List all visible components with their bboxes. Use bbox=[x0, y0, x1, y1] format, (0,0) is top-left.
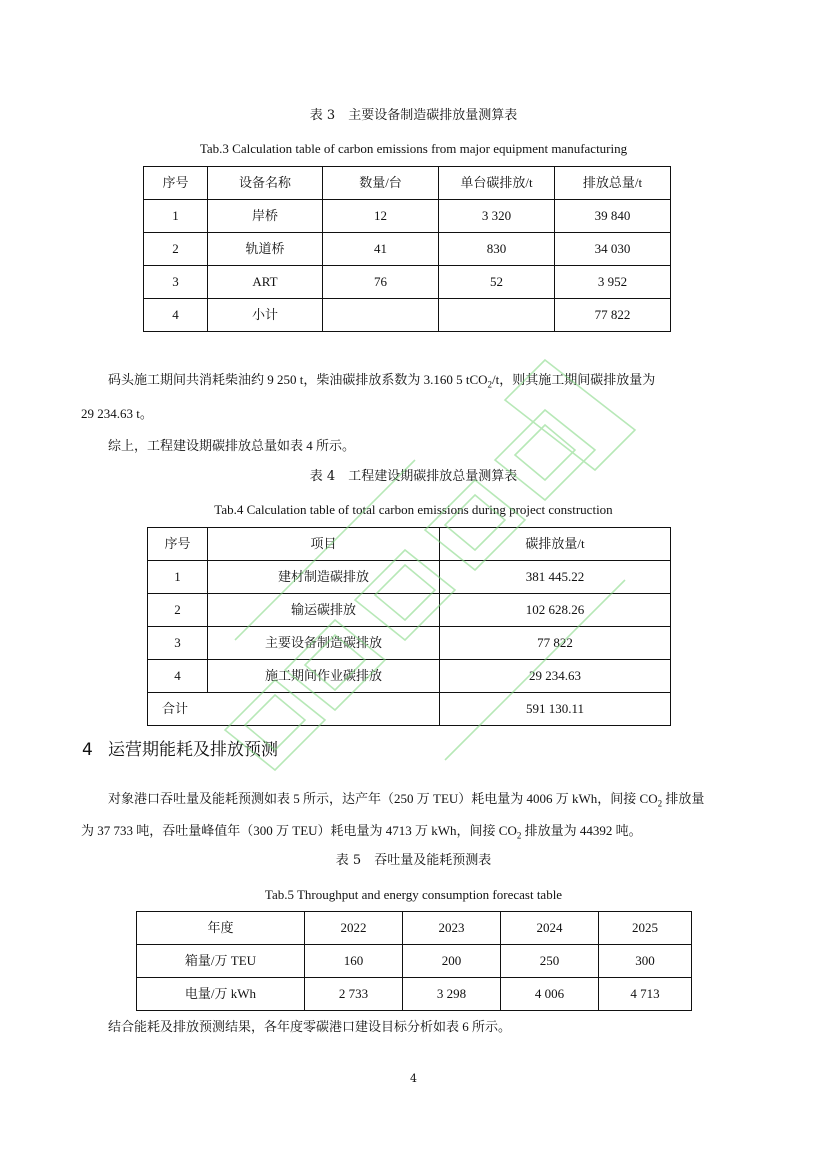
table-cell: 4 bbox=[144, 299, 208, 332]
table-header-row bbox=[144, 167, 671, 200]
table-cell: 76 bbox=[323, 266, 439, 299]
table-cell: 3 952 bbox=[555, 266, 671, 299]
table-row bbox=[144, 200, 671, 233]
table-cell: 4 713 bbox=[599, 978, 692, 1011]
paragraph-forecast bbox=[108, 790, 704, 813]
table-cell: 建材制造碳排放 bbox=[208, 561, 440, 594]
table-header-cell: 排放总量/t bbox=[555, 167, 671, 200]
subscript: 2 bbox=[657, 798, 663, 809]
table-cell: 12 bbox=[323, 200, 439, 233]
subscript: 2 bbox=[516, 830, 522, 841]
table-header-cell: 2023 bbox=[403, 912, 501, 945]
table-cell bbox=[439, 299, 555, 332]
table5 bbox=[136, 911, 692, 1011]
table-row bbox=[137, 945, 692, 978]
table-cell: 电量/万 kWh bbox=[137, 978, 305, 1011]
table-total-label: 合计 bbox=[148, 693, 440, 726]
table3-caption-cn: 表 3 主要设备制造碳排放量测算表 bbox=[309, 108, 518, 123]
table-header-cell: 序号 bbox=[144, 167, 208, 200]
table-header-cell: 设备名称 bbox=[208, 167, 323, 200]
table-cell: 岸桥 bbox=[208, 200, 323, 233]
table5-caption-cn: 表 5 吞吐量及能耗预测表 bbox=[335, 853, 492, 868]
table-cell: 轨道桥 bbox=[208, 233, 323, 266]
table-cell: 34 030 bbox=[555, 233, 671, 266]
table-cell: 2 bbox=[148, 594, 208, 627]
table-cell: 102 628.26 bbox=[440, 594, 671, 627]
table-row bbox=[144, 299, 671, 332]
table4-caption-cn: 表 4 工程建设期碳排放总量测算表 bbox=[309, 469, 518, 484]
text-segment: /t，则其施工期间碳排放量为 bbox=[492, 372, 656, 387]
watermark-icon bbox=[215, 340, 645, 780]
table-header-cell: 数量/台 bbox=[323, 167, 439, 200]
page-number: 4 bbox=[410, 1072, 417, 1085]
table-cell: 160 bbox=[305, 945, 403, 978]
table-cell: 主要设备制造碳排放 bbox=[208, 627, 440, 660]
table-row bbox=[137, 978, 692, 1011]
section-title: 运营期能耗及排放预测 bbox=[108, 740, 278, 760]
table-header-cell: 2025 bbox=[599, 912, 692, 945]
table-cell: 77 822 bbox=[555, 299, 671, 332]
table-header-cell: 项目 bbox=[208, 528, 440, 561]
table-cell: 41 bbox=[323, 233, 439, 266]
table-cell: 2 733 bbox=[305, 978, 403, 1011]
table-header-cell: 序号 bbox=[148, 528, 208, 561]
text-segment: 码头施工期间共消耗柴油约 9 250 t，柴油碳排放系数为 3.160 5 tCO bbox=[108, 372, 488, 387]
text-segment: 排放量为 44392 吨。 bbox=[521, 823, 642, 838]
table-cell: 3 bbox=[148, 627, 208, 660]
table-cell: 52 bbox=[439, 266, 555, 299]
table-row bbox=[144, 233, 671, 266]
paragraph-forecast-cont bbox=[81, 822, 642, 845]
table-cell: 300 bbox=[599, 945, 692, 978]
table-total-value: 591 130.11 bbox=[440, 693, 671, 726]
table-cell: 2 bbox=[144, 233, 208, 266]
table-cell: 输运碳排放 bbox=[208, 594, 440, 627]
table-row bbox=[144, 266, 671, 299]
paragraph-closing: 结合能耗及排放预测结果，各年度零碳港口建设目标分析如表 6 所示。 bbox=[108, 1019, 512, 1034]
table-cell: 1 bbox=[144, 200, 208, 233]
table-cell: ART bbox=[208, 266, 323, 299]
table-cell: 施工期间作业碳排放 bbox=[208, 660, 440, 693]
table-cell bbox=[323, 299, 439, 332]
table-cell: 3 bbox=[144, 266, 208, 299]
table-header-cell: 年度 bbox=[137, 912, 305, 945]
text-segment: 为 37 733 吨，吞吐量峰值年（300 万 TEU）耗电量为 4713 万 kWh，间接 CO bbox=[81, 823, 517, 838]
table-header-cell: 2024 bbox=[501, 912, 599, 945]
table4-caption-en: Tab.4 Calculation table of total carbon emissions during project construction bbox=[214, 502, 613, 517]
table-cell: 1 bbox=[148, 561, 208, 594]
table5-caption-en: Tab.5 Throughput and energy consumption forecast table bbox=[264, 887, 563, 902]
table3 bbox=[143, 166, 671, 332]
section-number: 4 bbox=[82, 740, 93, 760]
text-segment: 对象港口吞吐量及能耗预测如表 5 所示，达产年（250 万 TEU）耗电量为 4006 万 kWh，间接 CO bbox=[108, 791, 658, 806]
table-header-row bbox=[137, 912, 692, 945]
subscript: 2 bbox=[487, 379, 493, 390]
table-cell: 77 822 bbox=[440, 627, 671, 660]
table-cell: 200 bbox=[403, 945, 501, 978]
table-cell: 381 445.22 bbox=[440, 561, 671, 594]
table-header-cell: 2022 bbox=[305, 912, 403, 945]
table-header-cell: 单台碳排放/t bbox=[439, 167, 555, 200]
table-cell: 29 234.63 bbox=[440, 660, 671, 693]
paragraph-diesel-cont: 29 234.63 t。 bbox=[81, 406, 153, 421]
table-cell: 4 006 bbox=[501, 978, 599, 1011]
table-cell: 830 bbox=[439, 233, 555, 266]
table-cell: 小计 bbox=[208, 299, 323, 332]
table-cell: 4 bbox=[148, 660, 208, 693]
paragraph-summary: 综上，工程建设期碳排放总量如表 4 所示。 bbox=[108, 438, 356, 453]
table-cell: 箱量/万 TEU bbox=[137, 945, 305, 978]
table-cell: 3 298 bbox=[403, 978, 501, 1011]
text-segment: 排放量 bbox=[662, 791, 705, 806]
table-cell: 3 320 bbox=[439, 200, 555, 233]
table-header-cell: 碳排放量/t bbox=[440, 528, 671, 561]
table-cell: 39 840 bbox=[555, 200, 671, 233]
table-cell: 250 bbox=[501, 945, 599, 978]
table3-caption-en: Tab.3 Calculation table of carbon emissions from major equipment manufacturing bbox=[199, 141, 628, 156]
